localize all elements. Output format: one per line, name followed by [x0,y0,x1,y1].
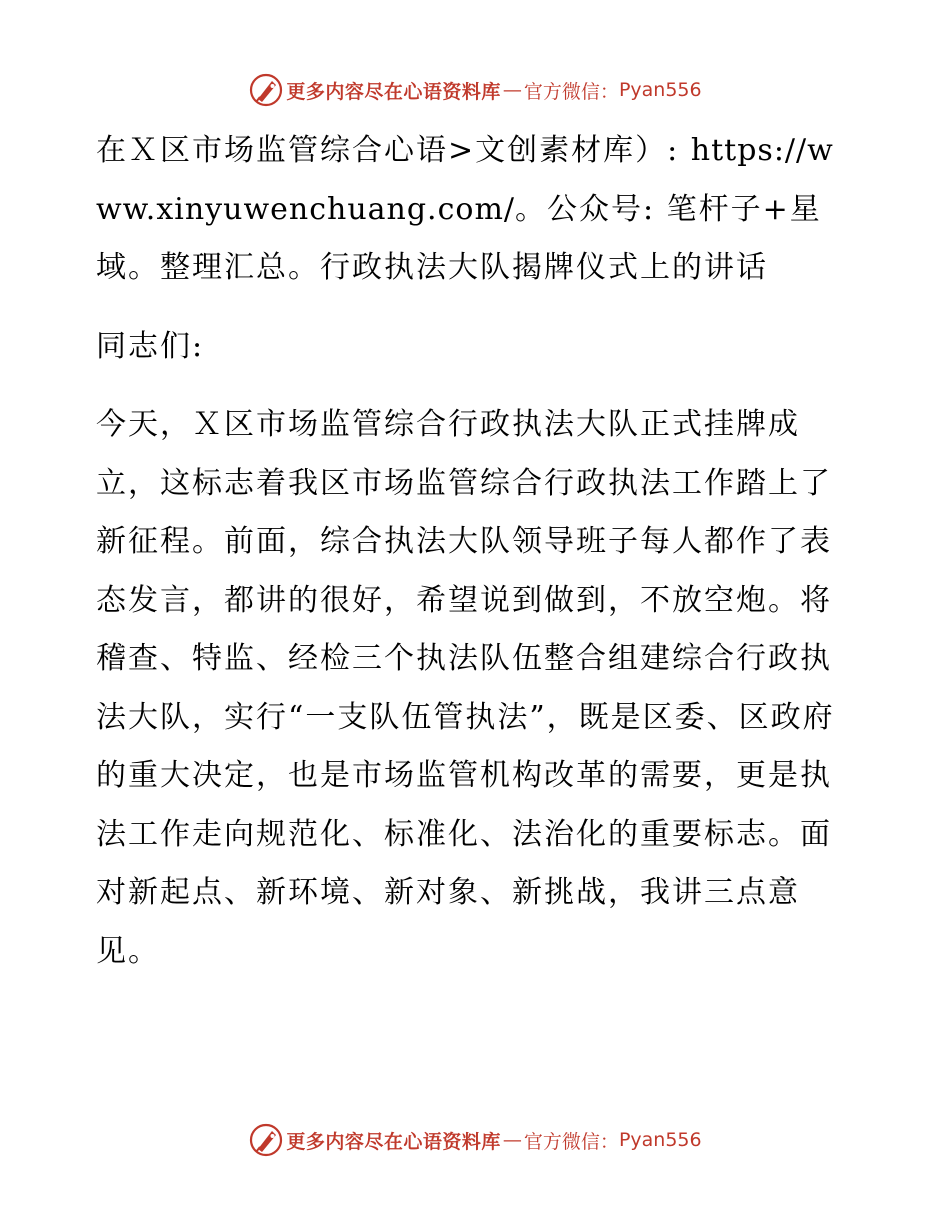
footer-slogan: 更多内容尽在心语资料库 [286,1130,501,1153]
document-body [96,122,856,981]
footer-separator: — [502,1129,522,1151]
body-paragraph: 今天，Ｘ区市场监管综合行政执法大队正式挂牌成立，这标志着我区市场监管综合行政执法工作踏上了新征程。前面，综合执法大队领导班子每人都作了表态发言，都讲的很好，希望说到做到，不放空炮。将稽查、特监、经检三个执法队伍整合组建综合行政执法大队，实行“一支队伍管执法”，既是区委、区政府的重大决定，也是市场监管机构改革的需要，更是执法工作走向规范化、标准化、法治化的重要标志。面对新起点、新环境、新对象、新挑战，我讲三点意见。 [96,407,835,969]
intro-suffix: 。公众号: 笔杆子+星域。整理汇总。行政执法大队揭牌仪式上的讲话 [96,191,822,285]
header-slogan: 更多内容尽在心语资料库 [286,80,501,103]
salutation: 同志们: [96,328,205,364]
source-url-link[interactable]: https://www.xinyuwenchuang.com/ [96,133,834,227]
intro-paragraph [96,122,856,298]
footer-wechat-id: Pyan556 [618,1129,702,1151]
pen-nib-logo-icon [248,72,284,108]
intro-prefix: 在Ｘ区市场监管综合心语>文创素材库）: [96,133,691,168]
footer-wechat-label: 官方微信： [523,1130,619,1153]
pen-nib-logo-icon [248,1122,284,1158]
header-wechat-label: 官方微信： [523,80,619,103]
footer-banner [0,1120,950,1160]
header-banner [0,70,950,110]
header-separator: — [502,79,522,101]
header-wechat-id: Pyan556 [618,79,702,101]
